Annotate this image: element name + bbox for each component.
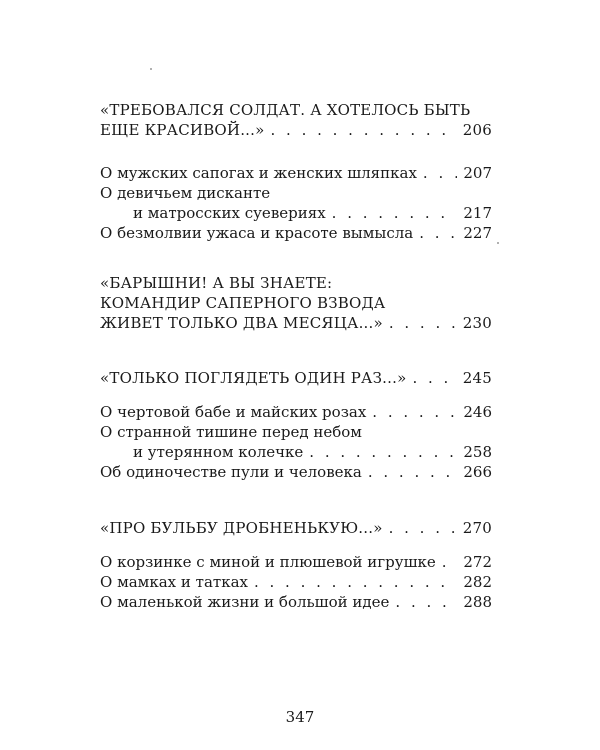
- subsection-list: [100, 402, 492, 482]
- entry-title-line: О маленькой жизни и большой идее: [100, 593, 390, 611]
- toc-entry: [100, 163, 492, 183]
- chapter-title-line: ЕЩЕ КРАСИВОЙ...»: [100, 121, 265, 139]
- entry-title-line: О чертовой бабе и майских розах: [100, 403, 367, 421]
- dot-leader: [368, 462, 458, 482]
- dot-leader: [419, 223, 457, 243]
- subsection-list: [100, 163, 492, 243]
- entry-page-number: 207: [463, 164, 492, 182]
- entry-page-number: 227: [463, 224, 492, 242]
- dot-leader: [442, 552, 458, 572]
- chapter-page-number: 206: [462, 121, 492, 139]
- chapter-title-line: ЖИВЕТ ТОЛЬКО ДВА МЕСЯЦА...»: [100, 314, 383, 332]
- entry-title-line: и утерянном колечке: [133, 443, 304, 461]
- dot-leader: [412, 368, 456, 388]
- entry-page-number: 266: [463, 463, 492, 481]
- chapter-heading: [100, 100, 492, 140]
- entry-title-line: О мамках и татках: [100, 573, 248, 591]
- paper-speck: [497, 242, 499, 244]
- chapter-title-line: «ТОЛЬКО ПОГЛЯДЕТЬ ОДИН РАЗ...»: [100, 369, 407, 387]
- chapter-page-number: 245: [462, 369, 492, 387]
- toc-section: [100, 100, 492, 243]
- chapter-heading: [100, 518, 492, 538]
- chapter-page-number: 270: [462, 519, 492, 537]
- toc-entry: [100, 552, 492, 572]
- entry-page-number: 258: [463, 443, 492, 461]
- toc-entry: [100, 223, 492, 243]
- dot-leader: [423, 163, 457, 183]
- toc-section: [100, 273, 492, 333]
- entry-title-line: О девичьем дисканте: [100, 184, 271, 202]
- dot-leader: [309, 442, 457, 462]
- entry-page-number: 288: [463, 593, 492, 611]
- entry-title-line: Об одиночестве пули и человека: [100, 463, 362, 481]
- toc-entry: [100, 592, 492, 612]
- entry-title-line: и матросских суевериях: [133, 204, 326, 222]
- toc-entry: [100, 422, 492, 462]
- dot-leader: [395, 592, 457, 612]
- subsection-list: [100, 552, 492, 612]
- entry-page-number: 272: [463, 553, 492, 571]
- dot-leader: [389, 313, 457, 333]
- paper-speck: [150, 68, 152, 70]
- dot-leader: [254, 572, 457, 592]
- toc-entry: [100, 183, 492, 223]
- toc-entry: [100, 572, 492, 592]
- chapter-title-line: «БАРЫШНИ! А ВЫ ЗНАЕТЕ:: [100, 274, 333, 292]
- chapter-title-line: КОМАНДИР САПЕРНОГО ВЗВОДА: [100, 294, 386, 312]
- toc-section: [100, 518, 492, 612]
- page-number: 347: [285, 708, 315, 726]
- entry-page-number: 217: [463, 204, 492, 222]
- dot-leader: [271, 120, 457, 140]
- entry-page-number: 282: [463, 573, 492, 591]
- entry-title-line: О странной тишине перед небом: [100, 423, 362, 441]
- dot-leader: [332, 203, 458, 223]
- entry-title-line: О мужских сапогах и женских шляпках: [100, 164, 417, 182]
- toc-section: [100, 368, 492, 482]
- dot-leader: [372, 402, 457, 422]
- chapter-heading: [100, 368, 492, 388]
- chapter-page-number: 230: [462, 314, 492, 332]
- entry-title-line: О корзинке с миной и плюшевой игрушке: [100, 553, 436, 571]
- table-of-contents: [100, 100, 492, 612]
- chapter-title-line: «ТРЕБОВАЛСЯ СОЛДАТ. А ХОТЕЛОСЬ БЫТЬ: [100, 101, 471, 119]
- chapter-heading: [100, 273, 492, 333]
- dot-leader: [389, 518, 457, 538]
- entry-page-number: 246: [463, 403, 492, 421]
- entry-title-line: О безмолвии ужаса и красоте вымысла: [100, 224, 414, 242]
- toc-entry: [100, 402, 492, 422]
- chapter-title-line: «ПРО БУЛЬБУ ДРОБНЕНЬКУЮ...»: [100, 519, 383, 537]
- toc-entry: [100, 462, 492, 482]
